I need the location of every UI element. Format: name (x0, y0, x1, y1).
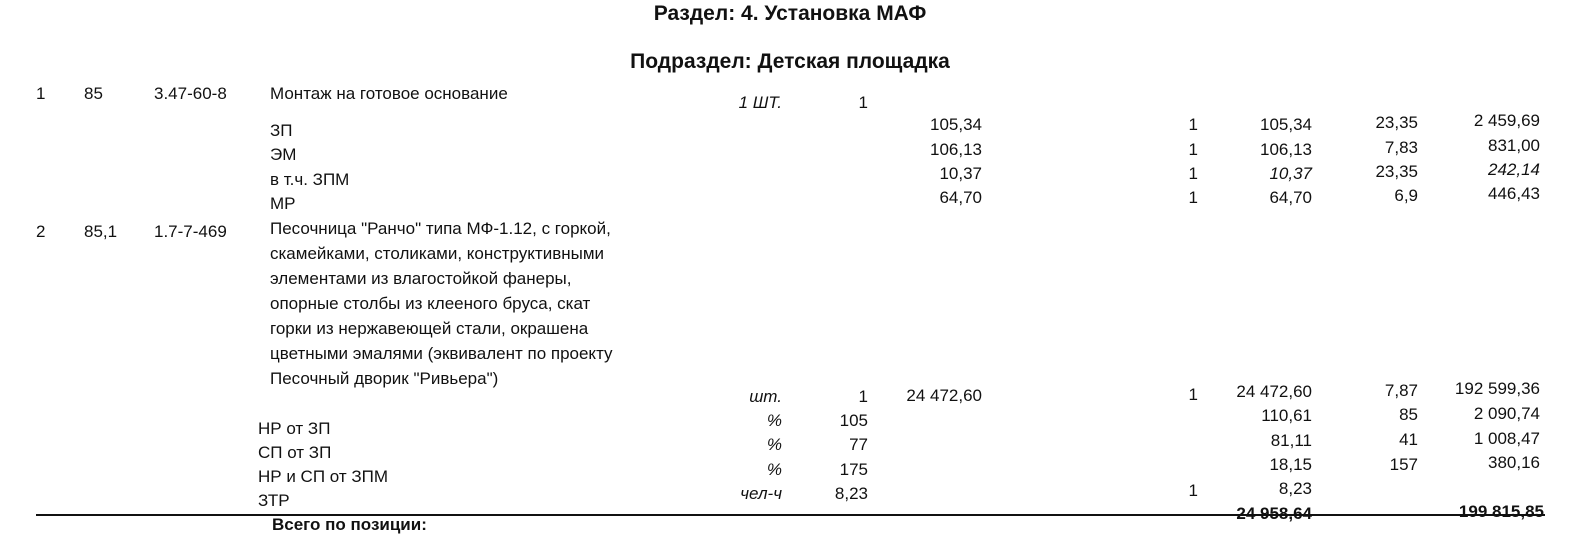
row-mr-index: 6,9 (1394, 186, 1418, 205)
item2-unit: шт. (749, 387, 782, 406)
overhead-value: 110,61 (1261, 406, 1312, 425)
subsection-title: Подраздел: Детская площадка (630, 50, 950, 73)
row-em-label: ЭМ (270, 145, 297, 164)
item2-name-line: горки из нержавеющей стали, окрашена (270, 319, 589, 338)
overhead-label: СП от ЗП (258, 443, 332, 462)
item2-k: 1 (1188, 385, 1198, 404)
overhead-k: 1 (1188, 481, 1198, 500)
overhead-value: 18,15 (1269, 455, 1312, 474)
item2-name-line: скамейками, столиками, конструктивными (270, 244, 605, 263)
item2-base: 24 472,60 (906, 386, 982, 405)
total-value: 24 958,64 (1236, 504, 1312, 523)
overhead-label: НР и СП от ЗПМ (258, 467, 389, 486)
overhead-value: 81,11 (1270, 431, 1312, 450)
item1-norm: 3.47-60-8 (154, 84, 227, 103)
overhead-index: 85 (1399, 405, 1418, 424)
total-divider (36, 514, 1545, 516)
row-zpm-index: 23,35 (1375, 162, 1418, 181)
overhead-unit: чел-ч (740, 484, 782, 503)
item1-num: 1 (36, 84, 46, 103)
row-zp-total: 2 459,69 (1473, 111, 1540, 130)
item2-num: 2 (36, 222, 46, 241)
item2-name-line: опорные столбы из клееного бруса, скат (270, 294, 591, 313)
item1-unit: 1 ШТ. (738, 93, 782, 112)
overhead-label: ЗТР (258, 491, 290, 510)
row-zpm-value: 10,37 (1269, 164, 1312, 183)
overhead-total: 1 008,47 (1473, 429, 1540, 448)
row-em-index: 7,83 (1384, 138, 1418, 157)
row-zp-value: 105,34 (1260, 115, 1312, 134)
row-zpm-k: 1 (1188, 164, 1198, 183)
row-mr-base: 64,70 (939, 188, 982, 207)
item2-name-line: цветными эмалями (эквивалент по проекту (270, 344, 613, 363)
row-mr-label: МР (270, 194, 296, 213)
row-zp-k: 1 (1188, 115, 1198, 134)
row-mr-total: 446,43 (1488, 184, 1540, 203)
item2-code: 85,1 (84, 222, 118, 241)
row-zpm-label: в т.ч. ЗПМ (270, 170, 350, 189)
overhead-label: НР от ЗП (258, 419, 331, 438)
row-zpm-total: 242,14 (1488, 160, 1540, 179)
overhead-total: 2 090,74 (1473, 404, 1540, 423)
overhead-index: 157 (1389, 455, 1418, 474)
overhead-qty: 105 (839, 411, 868, 430)
row-zp-index: 23,35 (1375, 113, 1418, 132)
grand-total: 199 815,85 (1458, 502, 1544, 521)
overhead-unit: % (766, 411, 782, 430)
row-mr-k: 1 (1188, 188, 1198, 207)
overhead-unit: % (766, 460, 782, 479)
total-label: Всего по позиции: (272, 515, 427, 534)
item1-name: Монтаж на готовое основание (270, 84, 508, 103)
item2-norm: 1.7-7-469 (154, 222, 227, 241)
row-zp-base: 105,34 (930, 115, 982, 134)
item2-name-line: Песочница "Ранчо" типа МФ-1.12, с горкой, (270, 219, 611, 238)
item1-code: 85 (84, 84, 103, 103)
row-zpm-base: 10,37 (939, 164, 982, 183)
item2-index: 7,87 (1384, 381, 1418, 400)
overhead-value: 8,23 (1278, 479, 1312, 498)
item2-value: 24 472,60 (1236, 382, 1312, 401)
item2-qty: 1 (858, 387, 868, 406)
row-em-base: 106,13 (930, 140, 982, 159)
row-em-total: 831,00 (1488, 136, 1540, 155)
row-em-value: 106,13 (1260, 140, 1312, 159)
item2-name-line: Песочный дворик "Ривьера") (270, 369, 499, 388)
overhead-qty: 175 (839, 460, 868, 479)
row-em-k: 1 (1188, 140, 1198, 159)
overhead-qty: 8,23 (834, 484, 868, 503)
item2-total: 192 599,36 (1454, 379, 1540, 398)
section-title: Раздел: 4. Установка МАФ (653, 2, 927, 25)
item1-qty: 1 (858, 93, 868, 112)
row-zp-label: ЗП (270, 121, 293, 140)
overhead-unit: % (766, 435, 782, 454)
overhead-index: 41 (1399, 430, 1418, 449)
item2-name-line: элементами из влагостойкой фанеры, (270, 269, 572, 288)
row-mr-value: 64,70 (1269, 188, 1312, 207)
overhead-total: 380,16 (1488, 453, 1540, 472)
overhead-qty: 77 (849, 435, 868, 454)
